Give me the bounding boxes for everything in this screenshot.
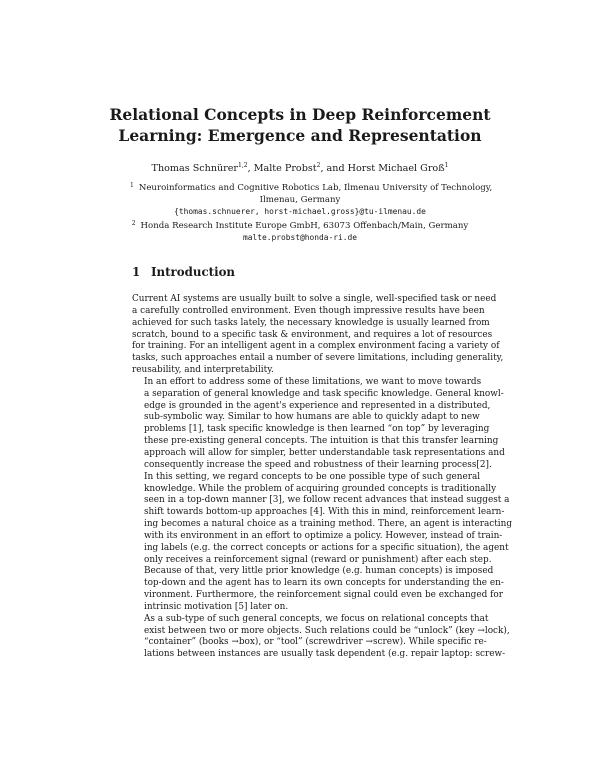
affiliation-2-email: malte.probst@honda-ri.de [242, 233, 357, 243]
affiliation-text: Neuroinformatics and Cognitive Robotics Lab, Ilmenau University of Technology, [138, 183, 493, 193]
author-affiliation-mark: 2 [316, 162, 321, 169]
text-line: intrinsic motivation [5] later on. [144, 601, 289, 612]
text-line: In this setting, we regard concepts to be one possible type of such general [144, 471, 481, 482]
affiliation-2-line [130, 218, 470, 233]
text-line: approach will allow for simpler, better understandable task representations and [144, 447, 505, 458]
text-line: scratch, bound to a specific task & environment, and requires a lot of resources [132, 329, 493, 340]
author-affiliation-mark: 1,2 [238, 162, 248, 169]
text-line: “container” (books →box), or “tool” (screwdriver →screw). While specific re- [144, 637, 487, 648]
text-line: problems [1], task specific knowledge is then learned “on top” by leveraging [144, 424, 490, 435]
title-line: Learning: Emergence and Representation [118, 126, 482, 145]
text-line: knowledge. While the problem of acquiring grounded concepts is traditionally [144, 483, 497, 494]
text-line: achieved for such tasks lately, the necessary knowledge is usually learned from [132, 317, 490, 328]
text-line: with its environment in an effort to optimize a policy. However, instead of train- [144, 530, 503, 541]
text-line: a carefully controlled environment. Even though impressive results have been [132, 305, 485, 316]
text-line: sub-symbolic way. Similar to how humans are able to quickly adapt to new [144, 412, 480, 423]
text-line: consequently increase the speed and robustness of their learning process[2]. [144, 459, 492, 470]
text-line: ing labels (e.g. the correct concepts or actions for a specific situation), the agent [144, 542, 509, 553]
affiliation-number: 1 [130, 182, 134, 189]
author-name: Thomas Schnürer [151, 163, 239, 174]
section-heading [132, 265, 235, 279]
affiliation-1-line [130, 180, 493, 195]
text-line: shift towards bottom-up approaches [4]. With this in mind, reinforcement learn- [144, 507, 505, 518]
text-line: only receives a reinforcement signal (reward or punishment) after each step. [144, 554, 492, 565]
text-line: reusability, and interpretability. [132, 365, 274, 376]
text-line: ing becomes a natural choice as a training method. There, an agent is interacting [144, 519, 513, 530]
text-line: As a sub-type of such general concepts, we focus on relational concepts that [144, 613, 489, 624]
text-line: these pre-existing general concepts. The intuition is that this transfer learning [144, 436, 499, 447]
title-line: Relational Concepts in Deep Reinforcement [109, 105, 491, 124]
paragraph [132, 613, 510, 661]
author-separator: , [247, 163, 254, 174]
text-line: seen in a top-down manner [3], we follow recent advances that instead suggest a [144, 495, 510, 506]
text-line: tasks, such approaches entail a number of severe limitations, including generality, [132, 353, 504, 364]
text-line: Current AI systems are usually built to solve a single, well-specified task or need [132, 294, 497, 304]
author-name: Malte Probst [253, 163, 317, 174]
affiliation-1-city: Ilmenau, Germany [259, 194, 341, 205]
text-line: Because of that, very little prior knowledge (e.g. human concepts) is imposed [144, 566, 494, 577]
text-line: In an effort to address some of these limitations, we want to move towards [144, 376, 482, 387]
affiliation-1-email: {thomas.schnuerer, horst-michael.gross}@tu-ilmenau.de [174, 207, 426, 217]
text-line: edge is grounded in the agent's experience and represented in a distributed, [144, 400, 491, 411]
text-line: a separation of general knowledge and task specific knowledge. General knowl- [144, 388, 504, 399]
affiliation-text: Honda Research Institute Europe GmbH, 63073 Offenbach/Main, Germany [140, 220, 469, 231]
author-affiliation-mark: 1 [444, 162, 449, 169]
text-line: lations between instances are usually task dependent (e.g. repair laptop: screw- [144, 649, 506, 660]
text-line: top-down and the agent has to learn its own concepts for understanding the en- [144, 578, 504, 589]
section-title: Introduction [151, 265, 236, 279]
text-line: for training. For an intelligent agent in a complex environment facing a variety of [132, 341, 500, 352]
section-number: 1 [132, 265, 141, 279]
paper-title [100, 104, 500, 146]
paragraph [132, 294, 504, 377]
author-separator: , and [320, 163, 348, 174]
paragraph [132, 471, 513, 614]
affiliations [130, 180, 493, 244]
paragraph [132, 376, 505, 472]
text-line: vironment. Furthermore, the reinforcement signal could even be exchanged for [144, 590, 503, 601]
author-name: Horst Michael Groß [347, 163, 445, 174]
body-text [132, 294, 513, 661]
text-line: exist between two or more objects. Such relations could be “unlock” (key →lock), [144, 625, 510, 636]
affiliation-number: 2 [131, 219, 136, 227]
author-list [100, 160, 500, 175]
